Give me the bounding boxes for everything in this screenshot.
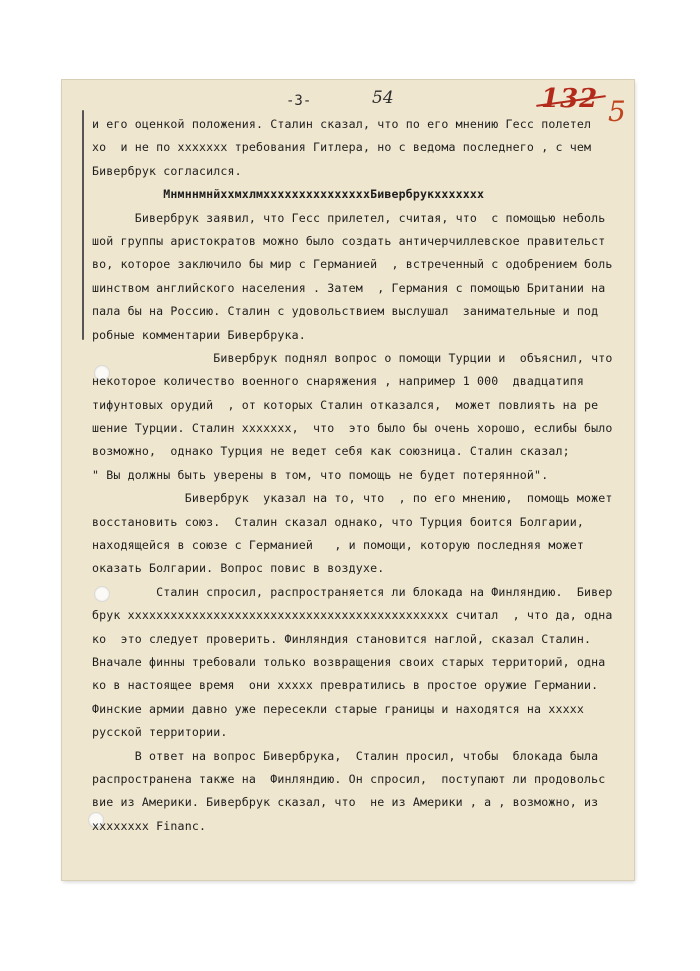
body-line: шой группы аристократов можно было создать античерчиллевское правительст	[92, 233, 606, 248]
body-line: возможно, однако Турция не ведет себя как союзница. Сталин сказал;	[92, 444, 570, 459]
body-line: МнмннмнйххмхлмхххххххххххххххБивербрукххххххх	[92, 187, 485, 202]
body-line: брук ххххххххххххххххххххххххххххххххххххххххххххх считал , что да, одна	[92, 608, 613, 623]
page-number: -3-	[286, 93, 312, 109]
body-line: Финские армии давно уже пересекли старые границы и находятся на xxxxx	[92, 701, 584, 716]
archive-folio-number: 132	[541, 84, 599, 114]
body-line: Сталин спросил, распространяется ли блокада на Финляндию. Бивер	[92, 584, 613, 599]
body-line: оказать Болгарии. Вопрос повис в воздухе.	[92, 561, 385, 576]
body-line: Вначале финны требовали только возвращения своих старых территорий, одна	[92, 654, 606, 669]
body-line: распространена также на Финляндию. Он спросил, поступают ли продовольс	[92, 771, 606, 786]
body-line: некоторое количество военного снаряжения , например 1 000 двадцатипя	[92, 374, 584, 389]
sheet-mark: 5	[608, 95, 626, 128]
body-line: и его оценкой положения. Сталин сказал, что по его мнению Гесс полетел	[92, 117, 592, 131]
body-line: пала бы на Россию. Сталин с удовольствием выслушал занимательные и под	[92, 304, 599, 319]
body-line: В ответ на вопрос Бивербрука, Сталин просил, чтобы блокада была	[92, 748, 599, 763]
handwritten-folio-number: 54	[372, 88, 394, 108]
body-line: xxxxxxxx Financ.	[92, 818, 207, 833]
body-line: шение Турции. Сталин xxxxxxx, что это было бы очень хорошо, еслибы было	[92, 421, 613, 436]
body-line: во, которое заключило бы мир с Германией , встреченный с одобрением боль	[92, 257, 613, 272]
body-line: Бивербрук согласился.	[92, 163, 242, 178]
body-line: Бивербрук поднял вопрос о помощи Турции и объяснил, что	[92, 350, 613, 365]
body-line: шинством английского населения . Затем , Германия с помощью Британии на	[92, 280, 606, 295]
body-line: находящейся в союзе с Германией , и помощи, которую последняя может	[92, 538, 584, 553]
body-line: хо и не по xxxxxxx требования Гитлера, но с ведома последнего , с чем	[92, 140, 592, 155]
body-line: ко в настоящее время они xxxxx превратились в простое оружие Германии.	[92, 678, 599, 693]
margin-line	[82, 110, 84, 340]
body-line: Бивербрук заявил, что Гесс прилетел, считая, что с помощью неболь	[92, 210, 606, 225]
body-line: русской территории.	[92, 725, 228, 740]
body-line: ко это следует проверить. Финляндия становится наглой, сказал Сталин.	[92, 631, 592, 646]
body-line: " Вы должны быть уверены в том, что помощь не будет потерянной".	[92, 467, 549, 482]
body-line: восстановить союз. Сталин сказал однако, что Турция боится Болгарии,	[92, 514, 584, 529]
body-line: Бивербрук указал на то, что , по его мнению, помощь может	[92, 491, 613, 506]
body-line: вие из Америки. Бивербрук сказал, что не из Америки , а , возможно, из	[92, 795, 599, 810]
document-body	[92, 113, 617, 838]
body-line: робные комментарии Бивербрука.	[92, 327, 306, 342]
body-line: тифунтовых орудий , от которых Сталин отказался, может повлиять на ре	[92, 397, 599, 412]
